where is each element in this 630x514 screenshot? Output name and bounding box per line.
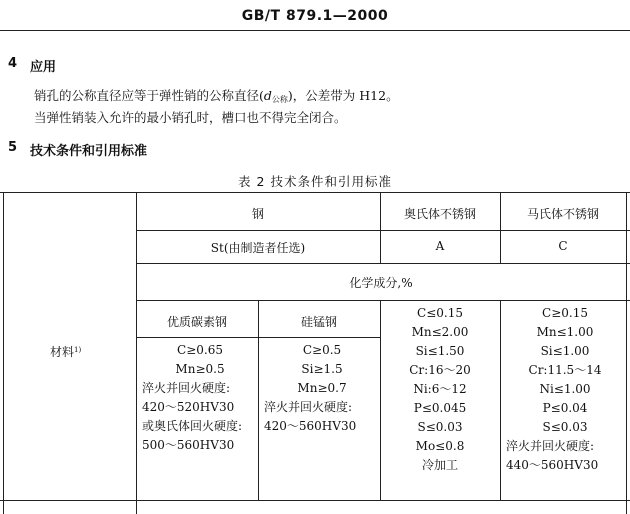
section-4-number: 4 [8, 56, 18, 71]
simn-steel-line: Mn≥0.7 [297, 381, 347, 395]
chem-header: 化学成分,% [349, 276, 413, 290]
header-martensitic: 马氏体不锈钢 [526, 207, 599, 221]
header-steel: 钢 [251, 207, 264, 221]
table-line-5 [0, 500, 630, 501]
simn-steel-header: 硅锰钢 [300, 315, 337, 329]
table-left-border [3, 192, 4, 514]
carbon-steel-header: 优质碳素钢 [166, 315, 227, 329]
carbon-steel-values [142, 341, 258, 455]
carbon-steel-line: 淬火并回火硬度: [142, 381, 231, 395]
martensitic-line: P≤0.04 [542, 401, 588, 415]
martensitic-code: C [558, 239, 568, 253]
section-5-number: 5 [8, 140, 18, 155]
row-label-footnote: 1) [74, 346, 82, 354]
austenitic-line: C≤0.15 [417, 306, 463, 320]
para1-before: 销孔的公称直径应等于弹性销的公称直径( [34, 88, 264, 103]
carbon-steel-line: 或奥氏体回火硬度: [142, 419, 243, 433]
martensitic-line: Cr:11.5～14 [528, 363, 602, 377]
austenitic-line: Mn≤2.00 [411, 325, 469, 339]
carbon-steel-line: 500～560HV30 [142, 438, 235, 452]
simn-steel-line: 淬火并回火硬度: [264, 400, 353, 414]
austenitic-line: Mo≤0.8 [415, 439, 465, 453]
carbon-steel-line: C≥0.65 [177, 343, 223, 357]
simn-steel-values [264, 341, 380, 436]
martensitic-line: 440～560HV30 [506, 458, 599, 472]
austenitic-line: Cr:16～20 [409, 363, 471, 377]
austenitic-line: 冷加工 [421, 458, 458, 472]
section-5-title: 技术条件和引用标准 [30, 144, 148, 159]
table-col-divider-steel [258, 300, 259, 500]
austenitic-line: P≤0.045 [413, 401, 467, 415]
table-col-divider-3b [500, 300, 501, 500]
austenitic-line: Ni:6～12 [413, 382, 467, 396]
austenitic-line: Si≤1.50 [415, 344, 465, 358]
section-4-paragraph-2: 当弹性销装入允许的最小销孔时，槽口也不得完全闭合。 [34, 110, 347, 125]
standard-number: GB/T 879.1—2000 [241, 8, 389, 24]
martensitic-values [506, 304, 624, 475]
section-4-title: 应用 [30, 60, 57, 75]
martensitic-line: Mn≤1.00 [536, 325, 594, 339]
simn-steel-line: Si≥1.5 [301, 362, 343, 376]
martensitic-line: Ni≤1.00 [539, 382, 591, 396]
header-austenitic: 奥氏体不锈钢 [403, 207, 476, 221]
austenitic-values [380, 304, 500, 475]
martensitic-line: C≥0.15 [542, 306, 588, 320]
row-label-material: 材料$^{1)}$ [50, 345, 82, 359]
martensitic-line: Si≤1.00 [540, 344, 590, 358]
table-line-2 [136, 263, 630, 264]
para1-subscript: 公称 [271, 95, 288, 104]
para1-after: )，公差带为 H12。 [287, 88, 399, 103]
section-4-paragraph-1 [34, 86, 399, 105]
martensitic-line: 淬火并回火硬度: [506, 439, 595, 453]
austenitic-line: S≤0.03 [417, 420, 463, 434]
martensitic-line: S≤0.03 [542, 420, 588, 434]
austenitic-code: A [435, 239, 445, 253]
simn-steel-line: C≥0.5 [302, 343, 342, 357]
simn-steel-line: 420～560HV30 [264, 419, 357, 433]
steel-st: St(由制造者任选) [210, 241, 306, 255]
carbon-steel-line: 420～520HV30 [142, 400, 235, 414]
table-right-border [626, 192, 627, 514]
table-top-border [0, 192, 630, 193]
table-caption: 表 2 技术条件和引用标准 [238, 174, 392, 189]
table-line-3 [136, 300, 630, 301]
table-line-1 [136, 230, 630, 231]
header-rule [0, 30, 630, 31]
carbon-steel-line: Mn≥0.5 [175, 362, 225, 376]
para1-symbol: d [263, 88, 272, 103]
